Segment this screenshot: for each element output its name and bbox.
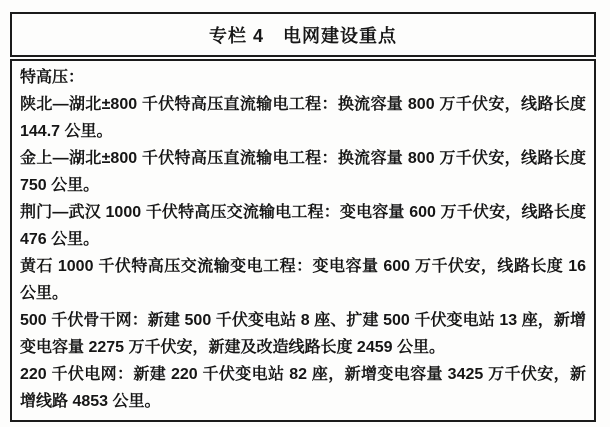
panel-title: 专栏 4 电网建设重点 <box>208 25 397 46</box>
paragraph-shaanbei-hubei-dc: 陕北—湖北±800 千伏特高压直流输电工程：换流容量 800 万千伏安，线路长度 144.7 公里。 <box>20 96 586 140</box>
paragraph-500kv-backbone: 500 千伏骨干网：新建 500 千伏变电站 8 座、扩建 500 千伏变电站 13 座，新增变电容量 2275 万千伏安，新建及改造线路长度 2459 公里。 <box>20 312 586 356</box>
paragraph-jinshang-hubei-dc: 金上—湖北±800 千伏特高压直流输电工程：换流容量 800 万千伏安，线路长度 750 公里。 <box>20 150 586 194</box>
panel-body-box <box>10 59 596 422</box>
paragraph-220kv-grid: 220 千伏电网：新建 220 千伏变电站 82 座，新增变电容量 3425 万千伏安，新增线路 4853 公里。 <box>20 366 586 410</box>
paragraph-jingmen-wuhan-ac: 荆门—武汉 1000 千伏特高压交流输电工程：变电容量 600 万千伏安，线路长度 476 公里。 <box>20 204 586 248</box>
paragraph-huangshi-ac: 黄石 1000 千伏特高压交流输变电工程：变电容量 600 万千伏安，线路长度 16 公里。 <box>20 258 586 302</box>
uhv-section-header: 特高压： <box>20 69 85 86</box>
panel-title-box <box>10 12 596 57</box>
grid-construction-panel <box>10 12 596 422</box>
